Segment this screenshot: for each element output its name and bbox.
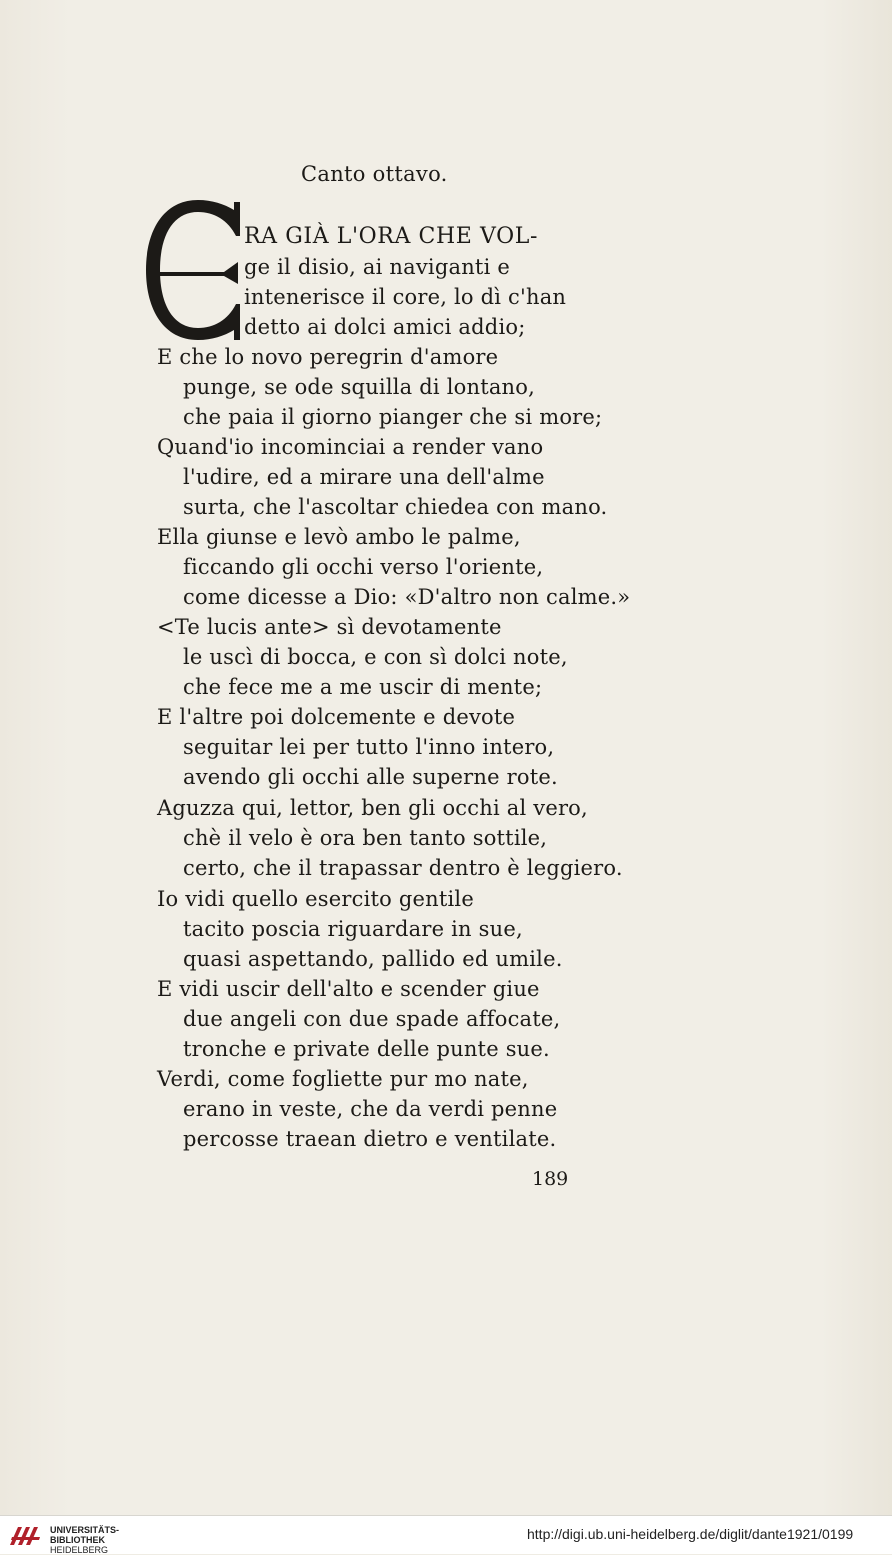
verse-line-8: Quand'io incominciai a render vano <box>157 435 544 459</box>
verse-line-12: ficcando gli occhi verso l'oriente, <box>183 555 544 579</box>
verse-line-3: intenerisce il core, lo dì c'han <box>244 285 567 309</box>
verse-line-14: <Te lucis ante> sì devotamente <box>157 615 502 639</box>
source-url-link[interactable]: http://digi.ub.uni-heidelberg.de/diglit/dante1921/0199 <box>527 1526 854 1542</box>
verse-line-23: Io vidi quello esercito gentile <box>157 887 474 911</box>
verse-line-10: surta, che l'ascoltar chiedea con mano. <box>183 495 608 519</box>
verse-line-29: Verdi, come fogliette pur mo nate, <box>157 1067 529 1091</box>
verse-line-18: seguitar lei per tutto l'inno intero, <box>183 735 555 759</box>
verse-line-6: punge, se ode squilla di lontano, <box>183 375 535 399</box>
decorated-initial-e <box>140 198 244 344</box>
verse-line-28: tronche e private delle punte sue. <box>183 1037 550 1061</box>
verse-line-19: avendo gli occhi alle superne rote. <box>183 765 558 789</box>
verse-line-25: quasi aspettando, pallido ed umile. <box>183 947 563 971</box>
verse-line-27: due angeli con due spade affocate, <box>183 1007 561 1031</box>
initial-letter-text: E <box>186 280 187 281</box>
page-number: 189 <box>532 1168 569 1190</box>
library-logo-icon <box>8 1523 44 1547</box>
verse-line-11: Ella giunse e levò ambo le palme, <box>157 525 521 549</box>
verse-line-4: detto ai dolci amici addio; <box>244 315 526 339</box>
verse-line-26: E vidi uscir dell'alto e scender giue <box>157 977 540 1001</box>
canto-title: Canto ottavo. <box>301 162 448 186</box>
verse-line-24: tacito poscia riguardare in sue, <box>183 917 523 941</box>
verse-line-21: chè il velo è ora ben tanto sottile, <box>183 826 548 850</box>
verse-line-16: che fece me a me uscir di mente; <box>183 675 543 699</box>
library-name-line-3: HEIDELBERG <box>50 1545 109 1555</box>
verse-line-22: certo, che il trapassar dentro è leggiero. <box>183 856 623 880</box>
verse-line-13: come dicesse a Dio: «D'altro non calme.» <box>183 585 631 609</box>
verse-line-17: E l'altre poi dolcemente e devote <box>157 705 516 729</box>
verse-line-1: RA GIÀ L'ORA CHE VOL- <box>244 224 538 249</box>
verse-line-20: Aguzza qui, lettor, ben gli occhi al vero, <box>157 796 588 820</box>
verse-line-5: E che lo novo peregrin d'amore <box>157 345 499 369</box>
verse-line-30: erano in veste, che da verdi penne <box>183 1097 558 1121</box>
verse-line-9: l'udire, ed a mirare una dell'alme <box>183 465 545 489</box>
library-name-line-1: UNIVERSITÄTS- <box>50 1525 120 1535</box>
verse-line-31: percosse traean dietro e ventilate. <box>183 1127 557 1151</box>
library-name-line-2: BIBLIOTHEK <box>50 1535 105 1545</box>
verse-line-7: che paia il giorno pianger che si more; <box>183 405 603 429</box>
verse-line-15: le uscì di bocca, e con sì dolci note, <box>183 645 568 669</box>
verse-line-2: ge il disio, ai naviganti e <box>244 255 510 279</box>
